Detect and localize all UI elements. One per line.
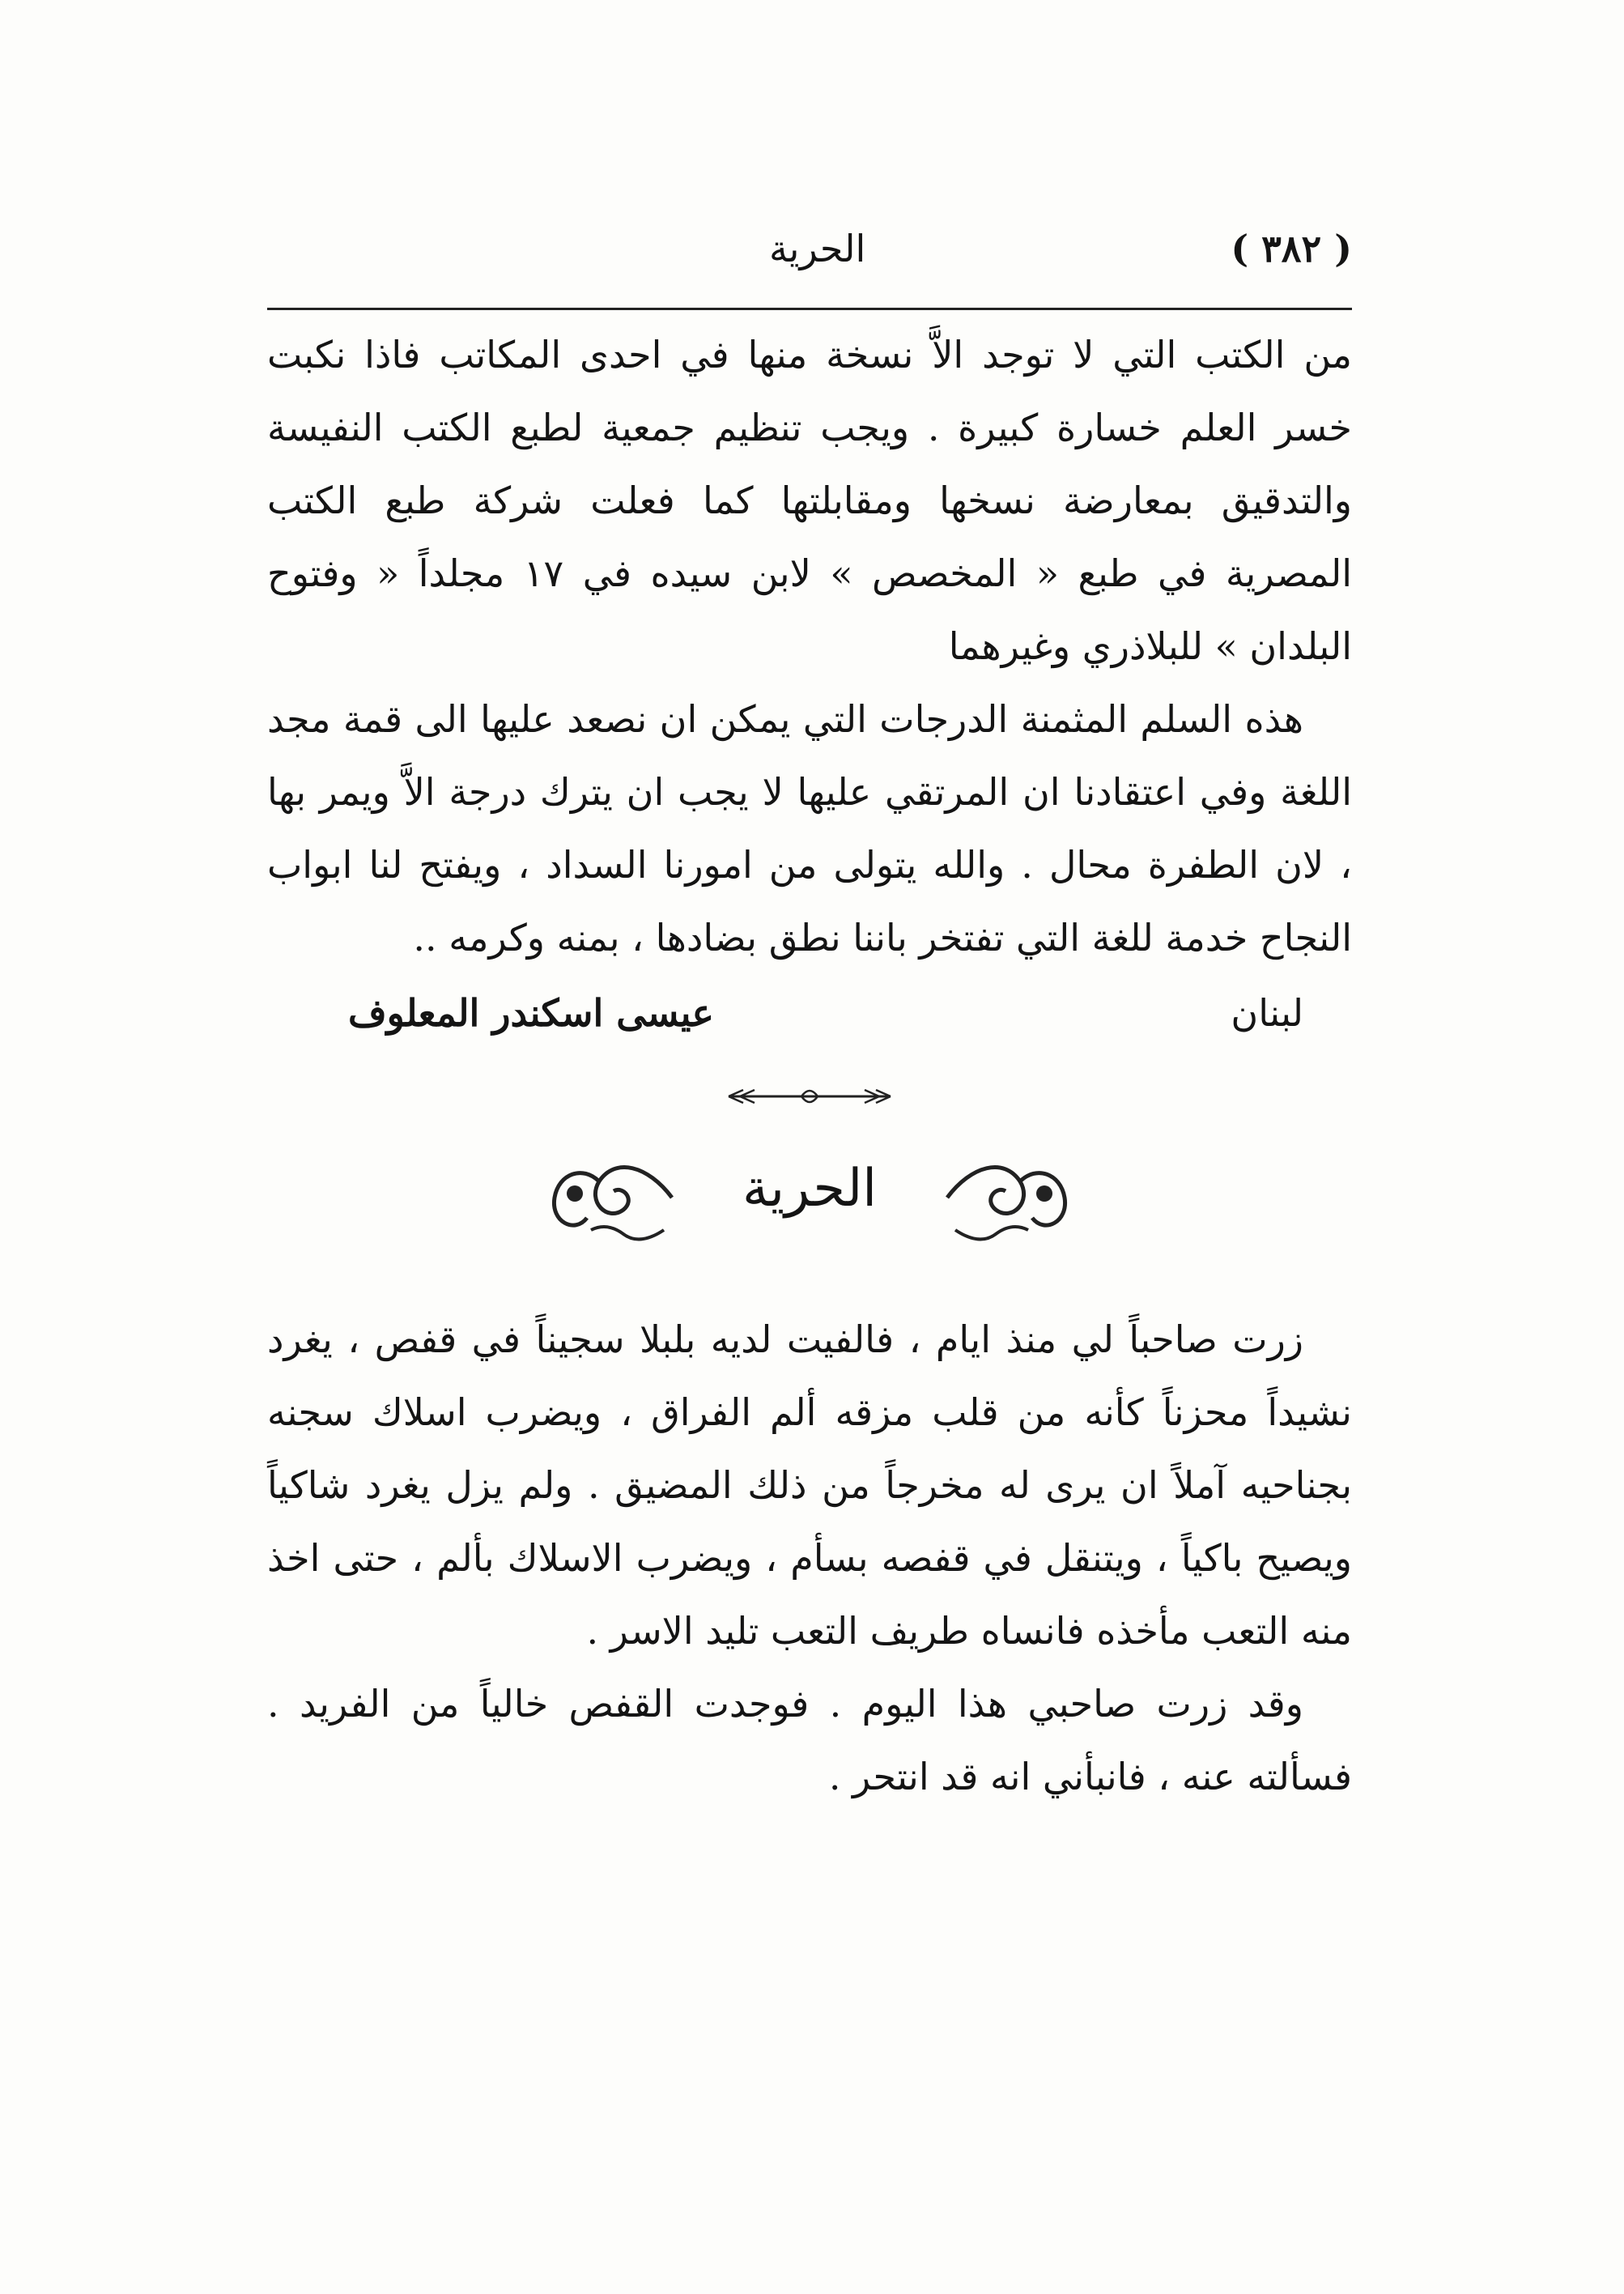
section-divider-ornament [712,1084,907,1109]
running-title: الحرية [769,227,866,270]
article-title-block [518,1133,1101,1254]
book-page [267,219,1352,1813]
running-head [267,219,1352,310]
page-number: ( ٣٨٢ ) [1231,227,1352,270]
article-paragraph: وقد زرت صاحبي هذا اليوم . فوجدت القفص خالياً من الفريد . فسألته عنه ، فانبأني انه قد انتحر . [267,1682,1352,1798]
signature-author: عيسى اسكندر المعلوف [348,991,714,1035]
signature-line [267,974,1352,1052]
title-flourish-right [939,1133,1077,1254]
previous-article-paragraph: هذه السلم المثمنة الدرجات التي يمكن ان نصعد عليها الى قمة مجد اللغة وفي اعتقادنا ان المرتقي عليها لا يجب ان يترك درجة الاَّ ويمر بها ، لان الطفرة محال . والله يتولى من امورنا السداد ، ويفتح لنا ابواب النجاح خدمة للغة التي تفتخر باننا نطق بضادها ، بمنه وكرمه .. [267,697,1352,960]
article-title: الحرية [742,1159,878,1219]
signature-place: لبنان [1231,991,1303,1035]
previous-article-paragraph: من الكتب التي لا توجد الاَّ نسخة منها في احدى المكاتب فاذا نكبت خسر العلم خسارة كبيرة . ويجب تنظيم جمعية لطبع الكتب النفيسة والتدقيق بمعارضة نسخها ومقابلتها كما فعلت شركة طبع الكتب المصرية في طبع « المخصص » لابن سيده في ١٧ مجلداً « وفتوح البلدان » للبلاذري وغيرهما [267,333,1352,668]
article-paragraph: زرت صاحباً لي منذ ايام ، فالفيت لديه بلبلا سجيناً في قفص ، يغرد نشيداً محزناً كأنه من قلب مزقه ألم الفراق ، ويضرب اسلاك سجنه بجناحيه آملاً ان يرى له مخرجاً من ذلك المضيق . ولم يزل يغرد شاكياً ويصيح باكياً ، ويتنقل في قفصه بسأم ، ويضرب الاسلاك بألم ، حتى اخذ منه التعب مأخذه فانساه طريف التعب تليد الاسر . [267,1317,1352,1653]
